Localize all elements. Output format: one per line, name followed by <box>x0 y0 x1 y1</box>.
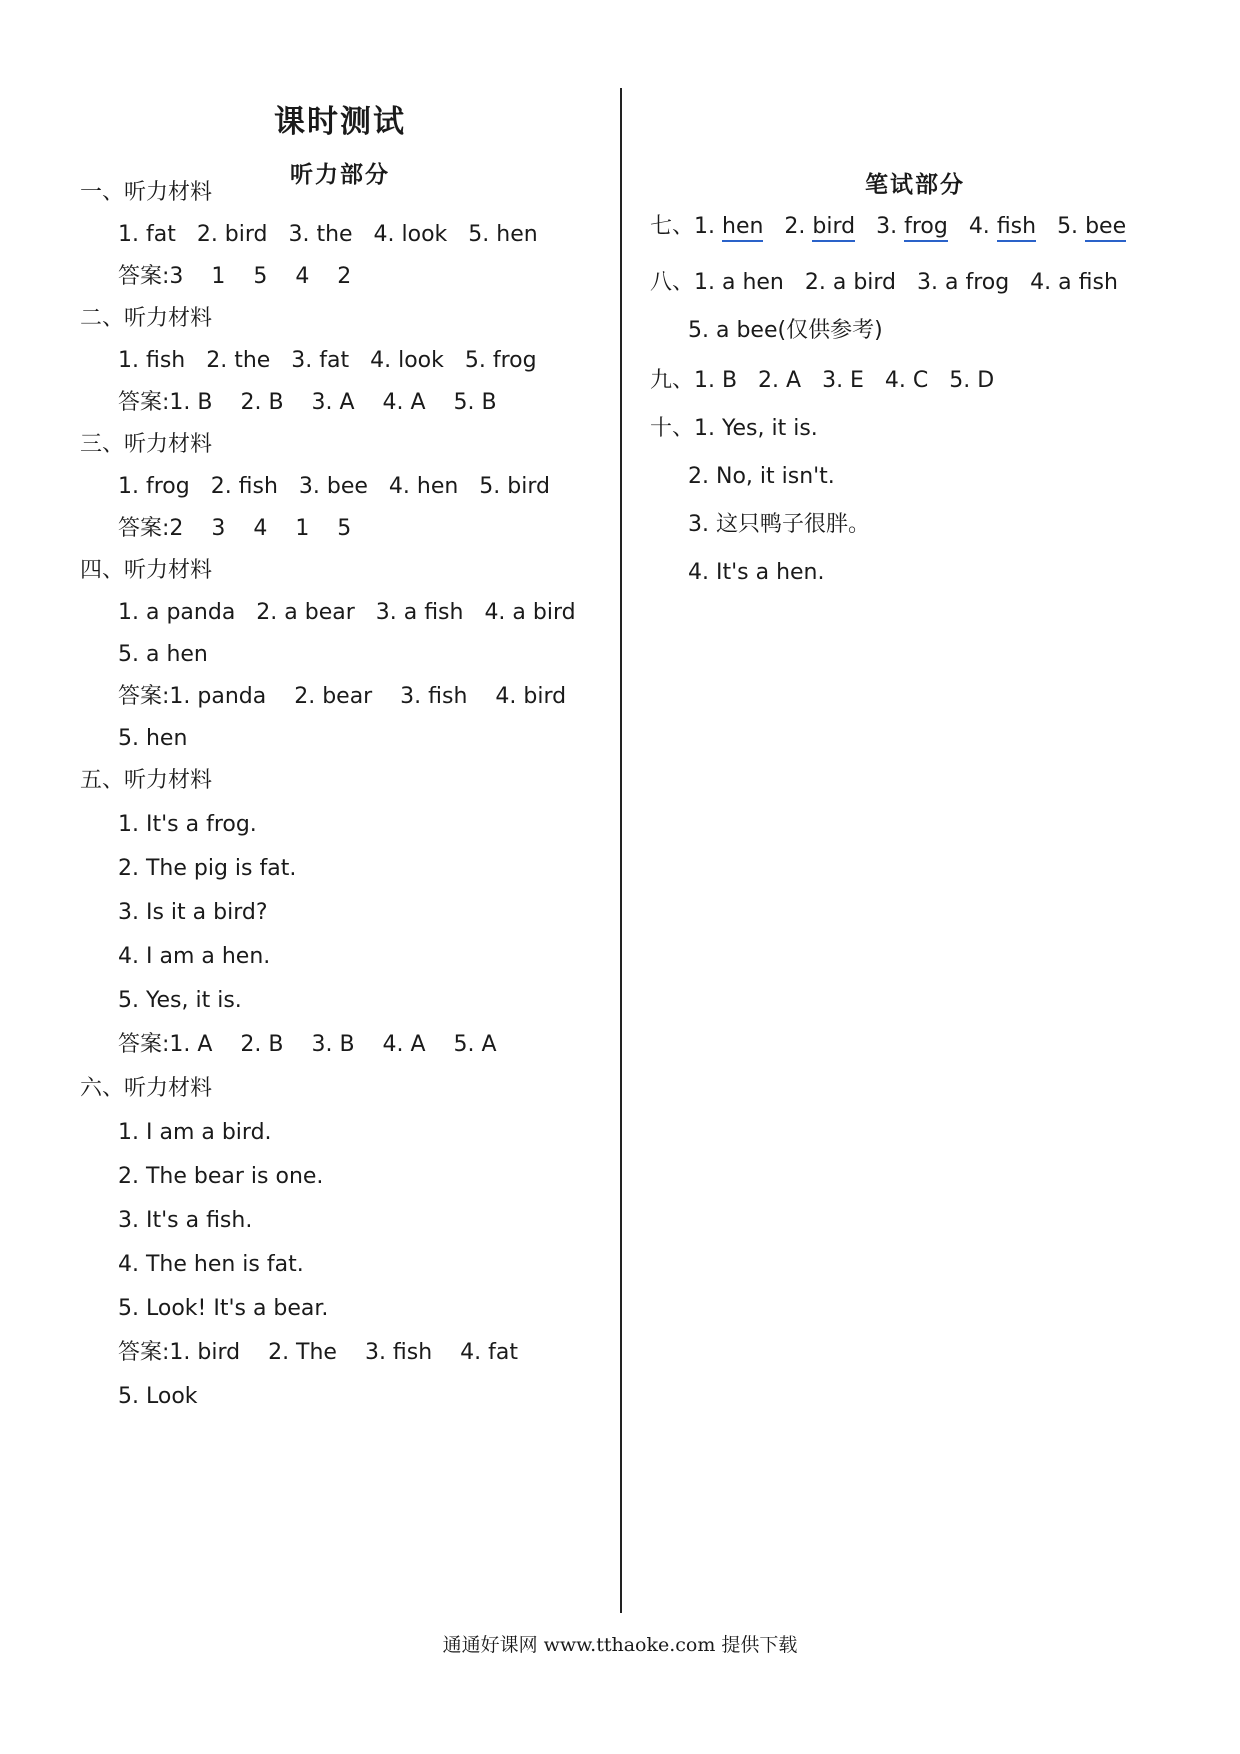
material-line: 1. fat 2. bird 3. the 4. look 5. hen <box>118 222 538 247</box>
material-line: 5. Yes, it is. <box>118 988 242 1013</box>
section-heading: 六、听力材料 <box>80 1076 213 1101</box>
section-heading: 五、听力材料 <box>80 768 213 793</box>
material-line: 4. I am a hen. <box>118 944 271 969</box>
answer-line: 5. Look <box>118 1384 198 1409</box>
item-number: 3. <box>876 214 898 239</box>
question-10-line: 十、1. Yes, it is. <box>650 416 818 441</box>
material-line: 2. The pig is fat. <box>118 856 297 881</box>
item-number: 2. <box>784 214 806 239</box>
material-line: 2. The bear is one. <box>118 1164 324 1189</box>
question-7-label: 七、1. <box>650 214 715 239</box>
material-line: 1. fish 2. the 3. fat 4. look 5. frog <box>118 348 537 373</box>
section-heading: 二、听力材料 <box>80 306 213 331</box>
answer-line: 答案:1. panda 2. bear 3. fish 4. bird <box>118 684 567 709</box>
footer-text: 通通好课网 www.tthaoke.com 提供下载 <box>442 1634 798 1656</box>
writing-section-title: 笔试部分 <box>865 172 965 198</box>
question-8-line: 八、1. a hen 2. a bird 3. a frog 4. a fish <box>650 270 1118 295</box>
question-7-line <box>650 216 1126 238</box>
material-line: 1. It's a frog. <box>118 812 257 837</box>
item-number: 4. <box>968 214 990 239</box>
material-line: 4. The hen is fat. <box>118 1252 304 1277</box>
section-heading: 一、听力材料 <box>80 180 213 205</box>
answer-word: bird <box>812 214 855 242</box>
answer-word: frog <box>904 214 948 242</box>
question-8-line: 5. a bee(仅供参考) <box>688 318 883 343</box>
question-9-line: 九、1. B 2. A 3. E 4. C 5. D <box>650 368 995 393</box>
material-line: 5. Look! It's a bear. <box>118 1296 329 1321</box>
material-line: 5. a hen <box>118 642 208 667</box>
item-number: 5. <box>1057 214 1079 239</box>
answer-line: 5. hen <box>118 726 188 751</box>
answer-word: hen <box>722 214 763 242</box>
question-10-line: 4. It's a hen. <box>688 560 825 585</box>
answer-line: 答案:1. bird 2. The 3. fish 4. fat <box>118 1340 518 1365</box>
column-divider <box>620 88 622 1613</box>
answer-line: 答案:2 3 4 1 5 <box>118 516 352 541</box>
listening-section-title: 听力部分 <box>290 162 390 188</box>
material-line: 1. a panda 2. a bear 3. a fish 4. a bird <box>118 600 576 625</box>
answer-word: fish <box>997 214 1036 242</box>
page-title: 课时测试 <box>274 104 406 140</box>
answer-line: 答案:1. A 2. B 3. B 4. A 5. A <box>118 1032 497 1057</box>
material-line: 3. Is it a bird? <box>118 900 268 925</box>
answer-word: bee <box>1085 214 1126 242</box>
answer-line: 答案:3 1 5 4 2 <box>118 264 352 289</box>
answer-line: 答案:1. B 2. B 3. A 4. A 5. B <box>118 390 497 415</box>
question-10-line: 2. No, it isn't. <box>688 464 835 489</box>
section-heading: 四、听力材料 <box>80 558 213 583</box>
material-line: 1. frog 2. fish 3. bee 4. hen 5. bird <box>118 474 550 499</box>
material-line: 1. I am a bird. <box>118 1120 272 1145</box>
section-heading: 三、听力材料 <box>80 432 213 457</box>
question-10-line: 3. 这只鸭子很胖。 <box>688 512 870 537</box>
material-line: 3. It's a fish. <box>118 1208 253 1233</box>
